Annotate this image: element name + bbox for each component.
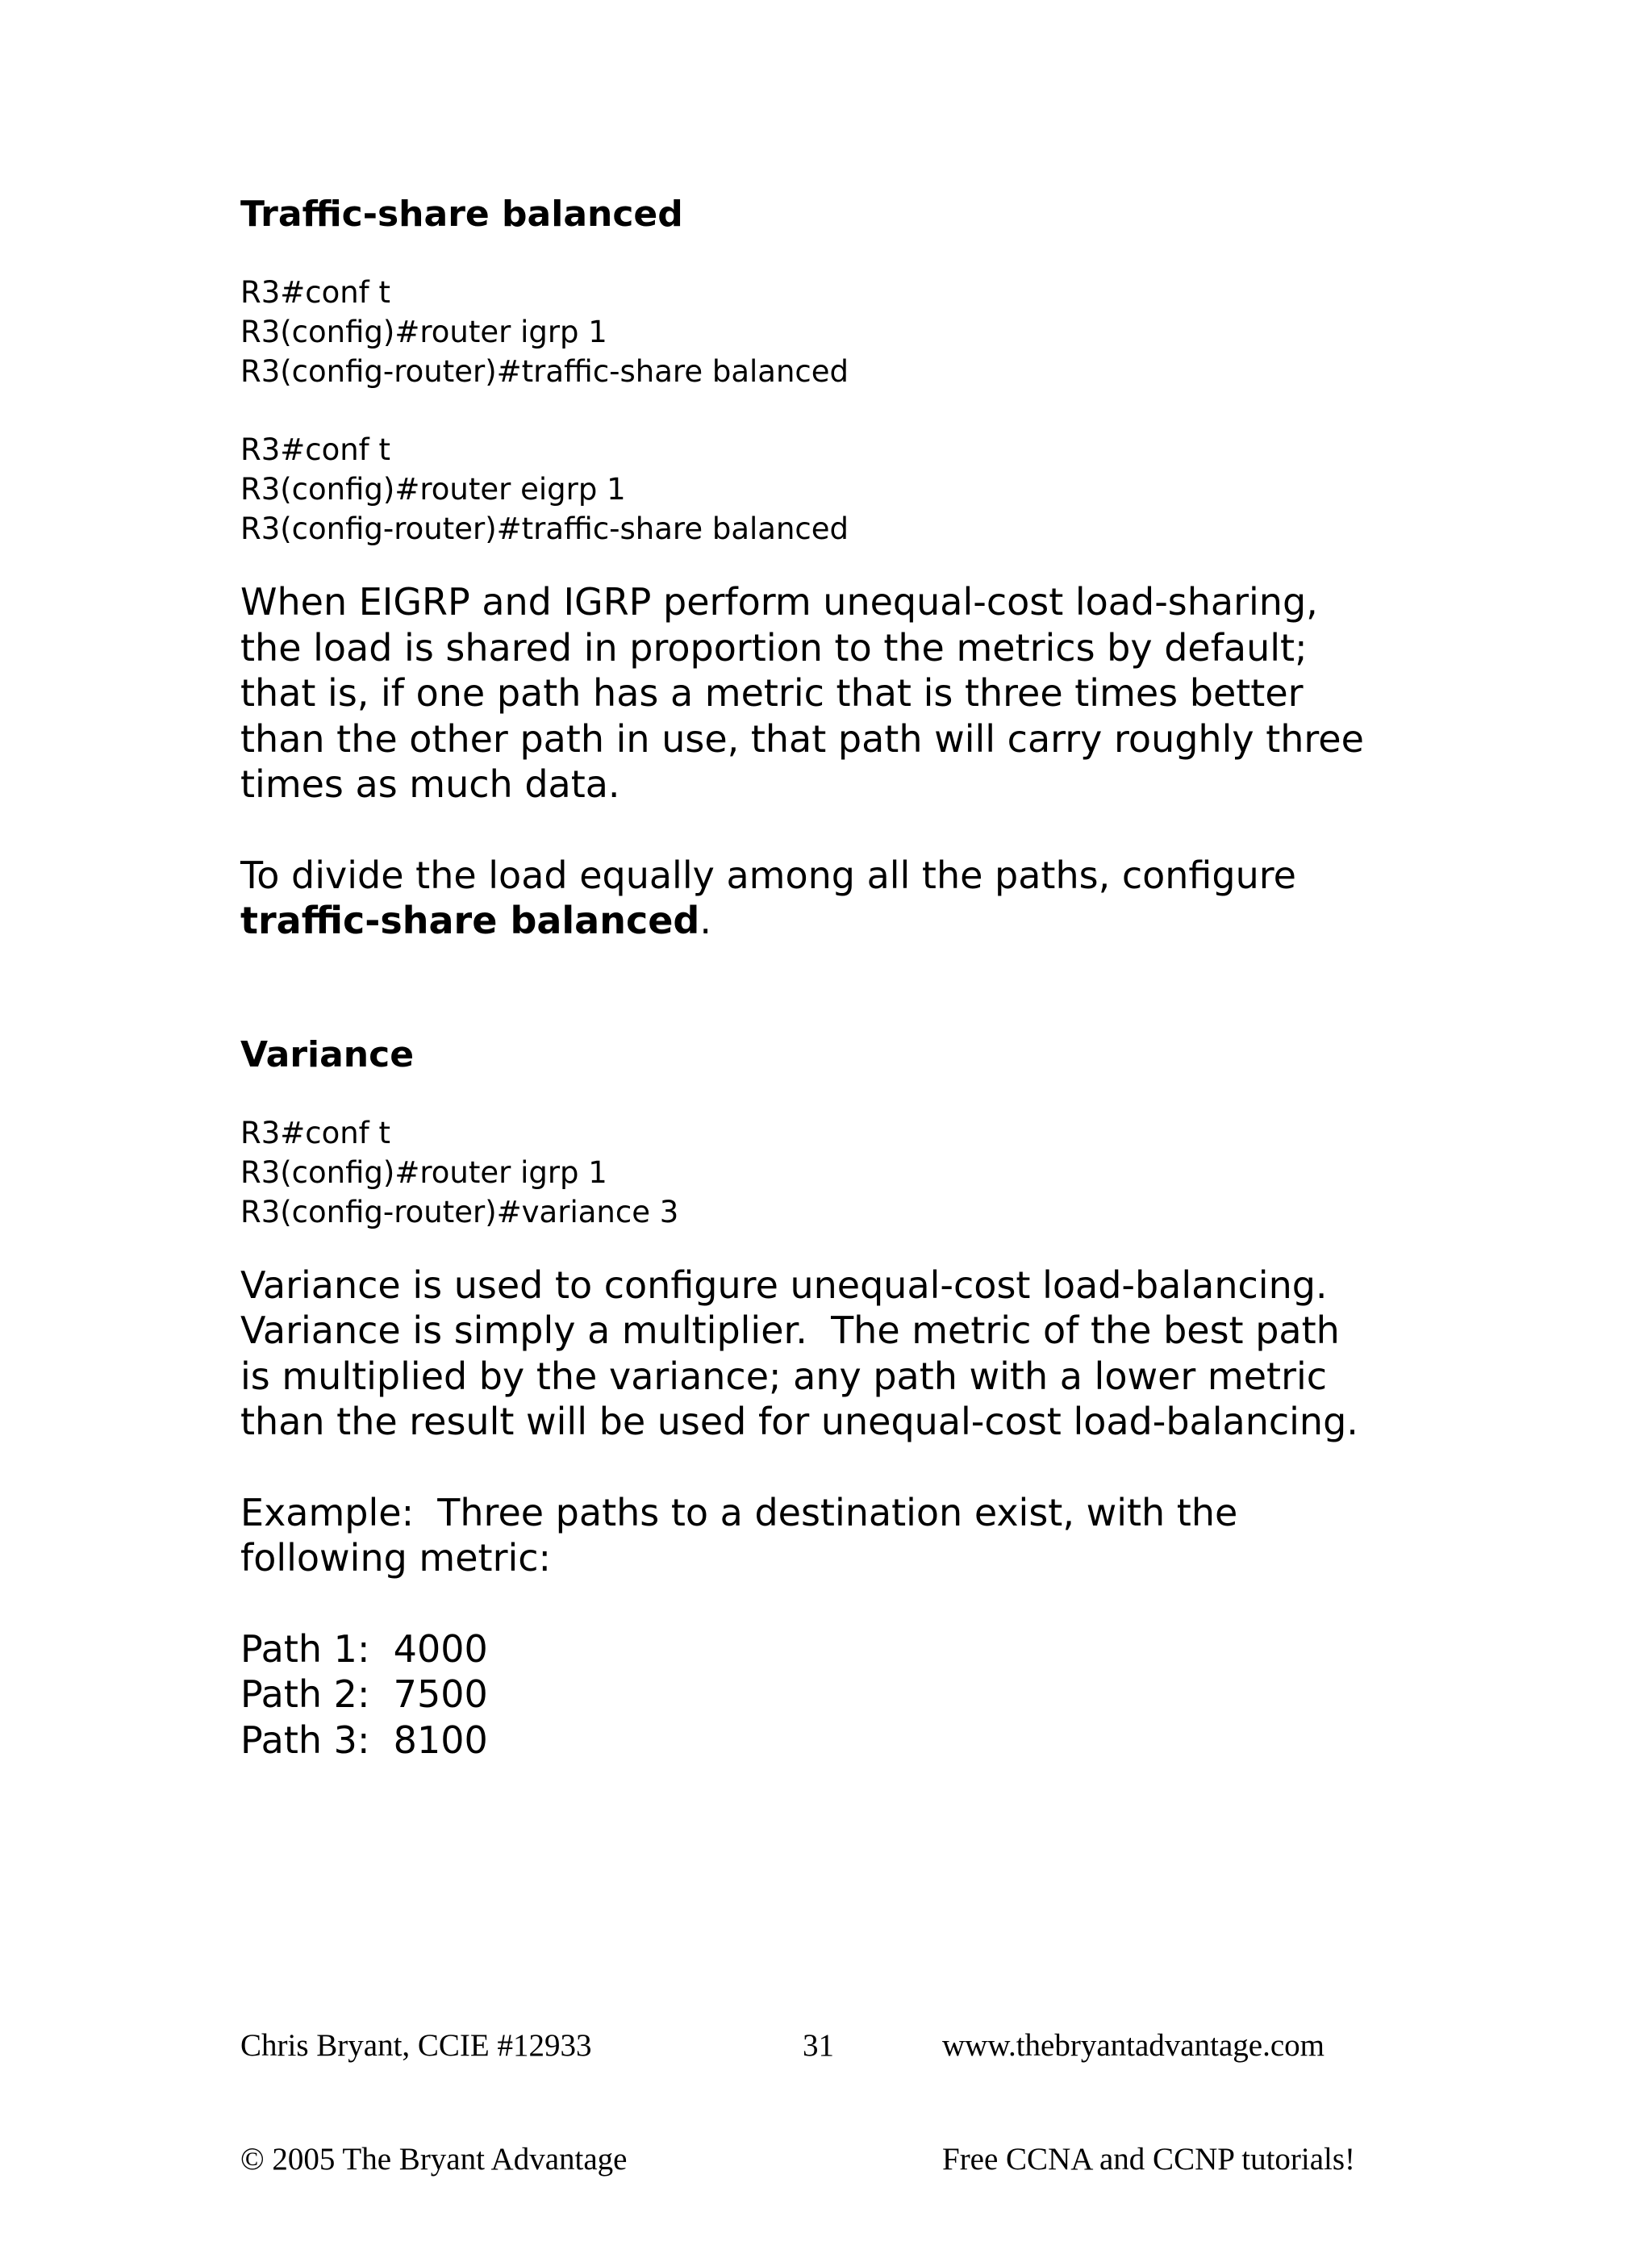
text-line: is multiplied by the variance; any path with a lower metric bbox=[240, 1354, 1328, 1398]
footer-left bbox=[240, 1951, 627, 2254]
paragraph-variance-explanation bbox=[240, 1263, 1418, 1445]
text-line: following metric: bbox=[240, 1536, 552, 1580]
code-line: R3#conf t bbox=[240, 432, 390, 467]
footer-author: Chris Bryant, CCIE #12933 bbox=[240, 2028, 592, 2063]
path-metric-item: Path 3: 8100 bbox=[240, 1718, 488, 1762]
section-heading-variance: Variance bbox=[240, 1033, 415, 1075]
text-line: times as much data. bbox=[240, 762, 620, 806]
code-line: R3#conf t bbox=[240, 275, 390, 310]
text-punctuation: . bbox=[699, 899, 711, 942]
text-line: When EIGRP and IGRP perform unequal-cost load-sharing, bbox=[240, 580, 1318, 624]
path-metric-list bbox=[240, 1626, 1418, 1764]
page-number: 31 bbox=[803, 2028, 834, 2063]
text-line: To divide the load equally among all the paths, configure bbox=[240, 853, 1296, 897]
command-emphasis: traffic-share balanced bbox=[240, 899, 700, 942]
code-line: R3(config-router)#variance 3 bbox=[240, 1194, 679, 1229]
path-metric-item: Path 1: 4000 bbox=[240, 1626, 488, 1671]
code-block-eigrp-traffic-share bbox=[240, 430, 1418, 549]
text-line: Variance is simply a multiplier. The metric of the best path bbox=[240, 1309, 1340, 1352]
code-line: R3(config)#router igrp 1 bbox=[240, 1154, 607, 1190]
code-line: R3(config-router)#traffic-share balanced bbox=[240, 511, 849, 546]
path-metric-item: Path 2: 7500 bbox=[240, 1672, 488, 1716]
code-block-igrp-traffic-share bbox=[240, 273, 1418, 391]
paragraph-divide-load bbox=[240, 853, 1418, 944]
code-line: R3(config)#router igrp 1 bbox=[240, 315, 607, 349]
code-line: R3#conf t bbox=[240, 1115, 390, 1150]
footer-right bbox=[942, 1951, 1355, 2254]
footer-center bbox=[803, 1951, 834, 2140]
code-line: R3(config)#router eigrp 1 bbox=[240, 472, 626, 507]
footer-website: www.thebryantadvantage.com bbox=[942, 2028, 1325, 2063]
page-content bbox=[240, 192, 1418, 1763]
text-line: that is, if one path has a metric that is three times better bbox=[240, 671, 1304, 715]
text-line: Variance is used to configure unequal-cost load-balancing. bbox=[240, 1263, 1328, 1307]
footer-tagline: Free CCNA and CCNP tutorials! bbox=[942, 2142, 1356, 2177]
paragraph-load-sharing bbox=[240, 579, 1418, 808]
text-line bbox=[240, 898, 1418, 944]
paragraph-example bbox=[240, 1490, 1418, 1581]
footer-copyright: © 2005 The Bryant Advantage bbox=[240, 2142, 628, 2177]
code-line: R3(config-router)#traffic-share balanced bbox=[240, 354, 849, 389]
text-line: than the result will be used for unequal-cost load-balancing. bbox=[240, 1400, 1358, 1443]
text-line: the load is shared in proportion to the metrics by default; bbox=[240, 625, 1308, 670]
section-heading-traffic-share: Traffic-share balanced bbox=[240, 194, 683, 235]
code-block-variance bbox=[240, 1113, 1418, 1232]
text-line: Example: Three paths to a destination exist, with the bbox=[240, 1490, 1238, 1534]
text-line: than the other path in use, that path will carry roughly three bbox=[240, 716, 1364, 761]
